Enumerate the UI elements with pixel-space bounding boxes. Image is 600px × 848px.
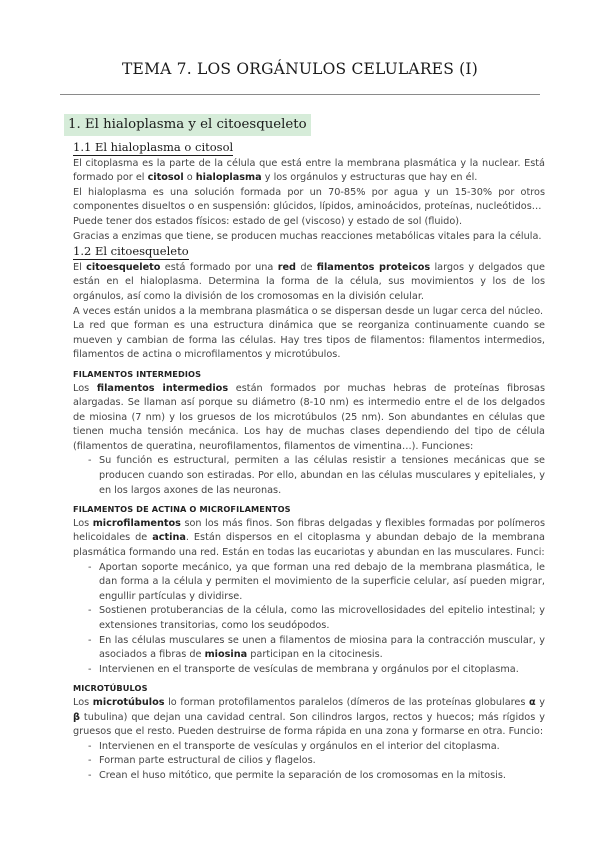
list-item: - Intervienen en el transporte de vesículas de membrana y orgánulos por el citoplasma. — [73, 663, 545, 678]
subsection-heading-citoesqueleto: 1.2 El citoesqueleto — [73, 244, 189, 259]
list-item: - Su función es estructural, permiten a las células resistir a tensiones mecánicas que se producen cuando son estiradas. Por ello, abundan en las células musculares y epiteliales, y en los largos axones de las neuronas. — [73, 454, 545, 498]
paragraph: Los microtúbulos lo forman protofilamentos paralelos (dímeros de las proteínas globulares α y β tubulina) que dejan una cavidad central. Son cilindros largos, rectos y huecos; más rígidos y gruesos que el resto. Pueden destruirse de forma rápida en una zona y formarse en otra. Funcio: — [73, 696, 546, 738]
bullet-list — [73, 561, 545, 678]
paragraph: El citoesqueleto está formado por una red de filamentos proteicos largos y delgados que están en el hialoplasma. Determina la forma de la célula, sus movimientos y los de los orgánulos, así como la división de los cromosomas en la división celular. — [73, 261, 546, 302]
page-title: TEMA 7. LOS ORGÁNULOS CELULARES (I) — [122, 60, 478, 78]
paragraph: Puede tener dos estados físicos: estado de gel (viscoso) y estado de sol (fluido). — [73, 215, 463, 227]
paragraph: El hialoplasma es una solución formada por un 70-85% por agua y un 15-30% por otros componentes disueltos o en suspensión: glúcidos, lípidos, aminoácidos, proteínas, nucleótidos… — [73, 186, 545, 213]
list-item: - Intervienen en el transporte de vesículas y orgánulos en el interior del citoplasma. — [73, 740, 545, 755]
subsection-heading-hialoplasma: 1.1 El hialoplasma o citosol — [73, 140, 234, 154]
list-item: - Sostienen protuberancias de la célula, como las microvellosidades del epitelio intestinal; y extensiones transitorias, como los seudópodos. — [73, 604, 545, 633]
paragraph: El citoplasma es la parte de la célula que está entre la membrana plasmática y la nuclear. Está formado por el citosol o hialoplasma y los orgánulos y estructuras que hay en él. — [73, 157, 545, 184]
section-heading: 1. El hialoplasma y el citoesqueleto — [64, 114, 311, 136]
bullet-list — [73, 740, 545, 784]
paragraph: A veces están unidos a la membrana plasmática o se dispersan desde un lugar cerca del núcleo. — [73, 305, 544, 317]
paragraph: Los microfilamentos son los más finos. Son fibras delgadas y flexibles formadas por polímeros helicoidales de actina. Están dispersos en el citoplasma y abundan debajo de la membrana plasmática formando una red. Están en todas las eucariotas y abundan en las musculares. Funci: — [73, 517, 545, 559]
heading-filamentos-intermedios: FILAMENTOS INTERMEDIOS — [73, 368, 202, 379]
list-item: - Crean el huso mitótico, que permite la separación de los cromosomas en la mitosis. — [73, 769, 545, 784]
list-item: - Aportan soporte mecánico, ya que forman una red debajo de la membrana plasmática, le dan forma a la célula y permiten el movimiento de la superficie celular, así pueden migrar, engullir partículas y dividirse. — [73, 561, 545, 605]
title-divider — [60, 94, 540, 95]
list-item: - Forman parte estructural de cilios y flagelos. — [73, 754, 545, 769]
heading-filamentos-actina: FILAMENTOS DE ACTINA O MICROFILAMENTOS — [73, 504, 291, 515]
bullet-list — [73, 454, 545, 498]
list-item: - En las células musculares se unen a filamentos de miosina para la contracción muscular, y asociados a fibras de miosina participan en la citocinesis. — [73, 634, 545, 663]
paragraph: Gracias a enzimas que tiene, se producen muchas reacciones metabólicas vitales para la célula. — [73, 230, 542, 242]
heading-microtubulos: MICROTÚBULOS — [73, 683, 148, 694]
paragraph: Los filamentos intermedios están formados por muchas hebras de proteínas fibrosas alargadas. Se llaman así porque su diámetro (8-10 nm) es intermedio entre el de los delgados de miosina (7 nm) y los gruesos de los microtúbulos (25 nm). Son abundantes en células que tienen mucha tensión mecánica. Los hay de muchas clases dependiendo del tipo de célula (filamentos de queratina, neurofilamentos, filamentos de vimentina…). Funciones: — [73, 382, 546, 452]
paragraph: La red que forman es una estructura dinámica que se reorganiza continuamente cuando se mueven y cambian de forma las células. Hay tres tipos de filamentos: filamentos intermedios, filamentos de actina o microfilamentos y microtúbulos. — [73, 320, 545, 361]
document-body — [73, 140, 545, 784]
